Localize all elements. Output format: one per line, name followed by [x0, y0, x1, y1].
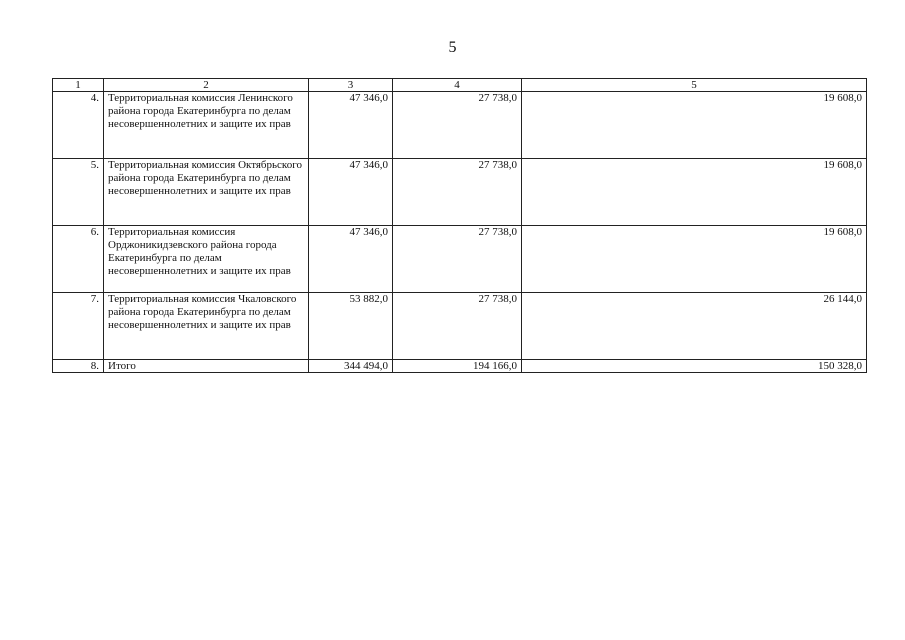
page-number: 5: [448, 39, 457, 56]
commission-name: Территориальная комиссия Чкаловского района города Екатеринбурга по делам несовершеннолетних и защите их прав: [104, 293, 309, 360]
commission-name: Территориальная комиссия Октябрьского района города Екатеринбурга по делам несовершеннолетних и защите их прав: [104, 159, 309, 226]
table-row: [53, 159, 867, 226]
data-table: [52, 78, 867, 373]
total-col5: 150 328,0: [522, 360, 867, 373]
table-row: [53, 293, 867, 360]
amount-col3: 53 882,0: [309, 293, 393, 360]
amount-col3: 47 346,0: [309, 226, 393, 293]
amount-col5: 19 608,0: [522, 226, 867, 293]
column-header-1: 1: [53, 79, 104, 92]
column-header-4: 4: [393, 79, 522, 92]
amount-col5: 26 144,0: [522, 293, 867, 360]
row-number: 8.: [53, 360, 104, 373]
column-header-3: 3: [309, 79, 393, 92]
amount-col4: 27 738,0: [393, 159, 522, 226]
amount-col5: 19 608,0: [522, 159, 867, 226]
amount-col4: 27 738,0: [393, 226, 522, 293]
commission-name: Территориальная комиссия Орджоникидзевского района города Екатеринбурга по делам несовершеннолетних и защите их прав: [104, 226, 309, 293]
commission-name: Территориальная комиссия Ленинского района города Екатеринбурга по делам несовершеннолетних и защите их прав: [104, 92, 309, 159]
row-number: 5.: [53, 159, 104, 226]
amount-col4: 27 738,0: [393, 92, 522, 159]
total-row: [53, 360, 867, 373]
column-header-2: 2: [104, 79, 309, 92]
row-number: 4.: [53, 92, 104, 159]
row-number: 6.: [53, 226, 104, 293]
column-header-5: 5: [522, 79, 867, 92]
total-label: Итого: [104, 360, 309, 373]
total-col4: 194 166,0: [393, 360, 522, 373]
total-col3: 344 494,0: [309, 360, 393, 373]
table-header-row: [53, 79, 867, 92]
table-row: [53, 92, 867, 159]
row-number: 7.: [53, 293, 104, 360]
amount-col3: 47 346,0: [309, 159, 393, 226]
amount-col4: 27 738,0: [393, 293, 522, 360]
amount-col5: 19 608,0: [522, 92, 867, 159]
amount-col3: 47 346,0: [309, 92, 393, 159]
table-row: [53, 226, 867, 293]
